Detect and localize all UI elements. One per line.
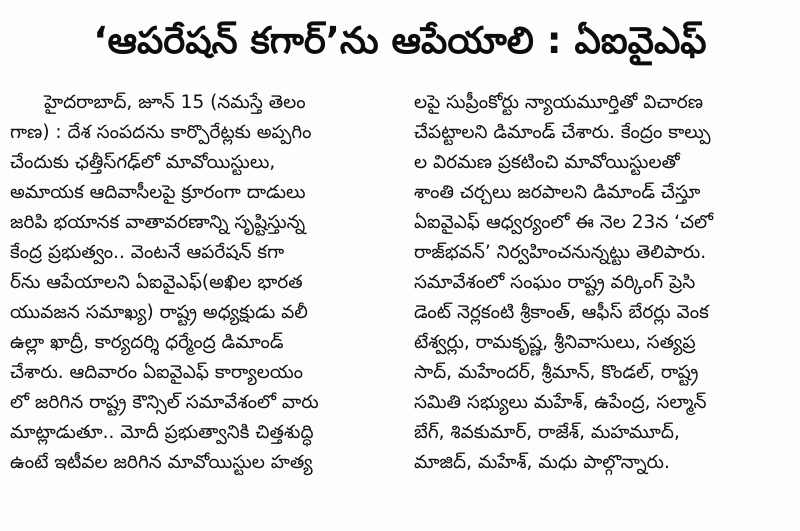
right-column-line: బేగ్, శివకుమార్, రాజేశ్, మహమూద్, xyxy=(414,422,680,443)
left-column-line: గాణ) : దేశ సంపదను కార్పొరేట్లకు అప్పగిం xyxy=(10,122,312,143)
left-column-line: హైదరాబాద్, జూన్ 15 (నమస్తే తెలం xyxy=(44,92,306,113)
right-column-line: సమావేశంలో సంఘం రాష్ట్ర వర్కింగ్ ప్రెసి xyxy=(414,272,696,293)
left-column-line: మాట్లాడుతూ.. మోదీ ప్రభుత్వానికి చిత్తశుద్ధి xyxy=(10,422,314,443)
right-column-line: చేపట్టాలని డిమాండ్ చేశారు. కేంద్రం కాల్పు xyxy=(414,122,711,143)
left-column-line: కేంద్ర ప్రభుత్వం.. వెంటనే ఆపరేషన్ కగా xyxy=(10,242,285,263)
left-column-line: ఉల్లా ఖాద్రీ, కార్యదర్శి ధర్మేంద్ర డిమాండ్ xyxy=(10,332,284,353)
left-column-line: జరిపి భయానక వాతావరణాన్ని సృష్టిస్తున్న xyxy=(10,212,306,233)
left-column-line: చేశారు. ఆదివారం ఏఐవైఎఫ్ కార్యాలయం xyxy=(10,362,304,383)
right-column-line: లపై సుప్రీంకోర్టు న్యాయమూర్తితో విచారణ xyxy=(414,92,704,113)
left-column-line: ర్‌ను ఆపేయాలని ఏఐవైఎఫ్(అఖిల భారత xyxy=(10,272,303,293)
right-column-line: రాజ్‌భవన్’ నిర్వహించనున్నట్టు తెలిపారు. xyxy=(414,242,707,263)
left-column-line: యువజన సమాఖ్య) రాష్ట్ర అధ్యక్షుడు వలీ xyxy=(10,302,308,323)
article-column-left xyxy=(10,88,386,528)
right-column-line: డెంట్ నెర్లకంటి శ్రీకాంత్, ఆఫీస్ బేరర్లు వెంక xyxy=(414,302,709,323)
right-column-line: టేశ్వర్లు, రామకృష్ణ, శ్రీనివాసులు, సత్యప్ర xyxy=(414,332,696,353)
right-column-line: సాద్, మహేందర్, శ్రీమాన్, కొండల్, రాష్ట్ర xyxy=(414,362,699,383)
article-body xyxy=(10,88,790,528)
right-column-line: ఏఐవైఎఫ్ ఆధ్వర్యంలో ఈ నెల 23న ‘చలో xyxy=(414,212,714,233)
left-column-line: ఉంటే ఇటీవల జరిగిన మావోయిస్టుల హత్య xyxy=(10,452,313,473)
left-column-line: లో జరిగిన రాష్ట్ర కౌన్సిల్ సమావేశంలో వారు xyxy=(10,392,319,413)
article-column-right xyxy=(414,88,790,528)
right-column-line: ల విరమణ ప్రకటించి మావోయిస్టులతో xyxy=(414,152,680,173)
right-column-line: మాజిద్, మహేశ్, మధు పాల్గొన్నారు. xyxy=(414,452,670,473)
left-column-line: అమాయక ఆదివాసీలపై క్రూరంగా దాడులు xyxy=(10,182,306,203)
left-column-line: చేందుకు ఛత్తీస్‌గఢ్‌లో మావోయిస్టులు, xyxy=(10,152,276,173)
right-column-line: శాంతి చర్చలు జరపాలని డిమాండ్ చేస్తూ xyxy=(414,182,701,203)
right-column-line: సమితి సభ్యులు మహేశ్, ఉపేంద్ర, సల్మాన్ xyxy=(414,392,707,413)
headline: ‘ఆపరేషన్ కగార్’ను ఆపేయాలి : ఏఐవైఎఫ్ xyxy=(93,19,707,62)
